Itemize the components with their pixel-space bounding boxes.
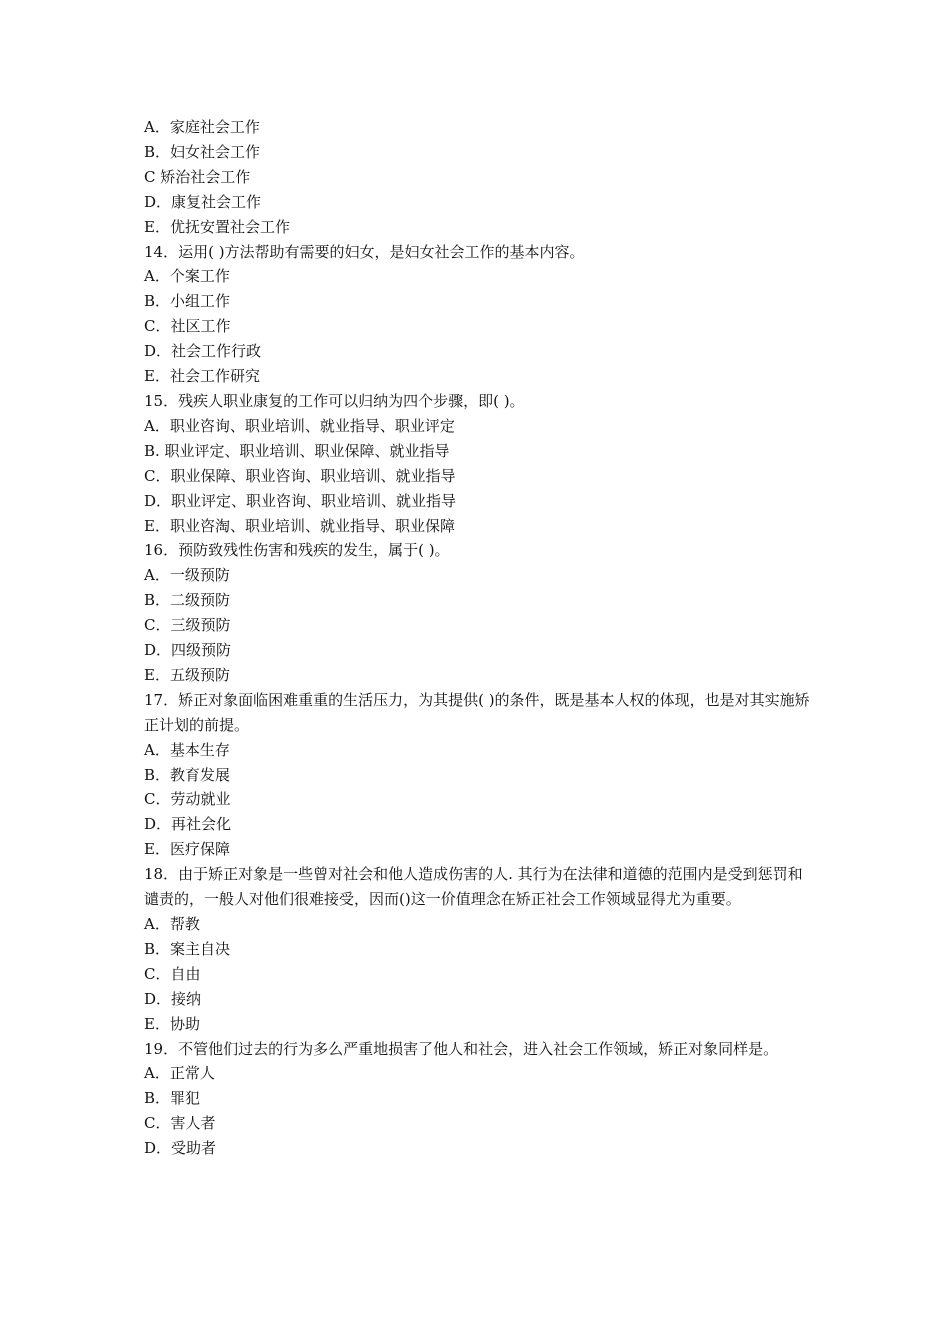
answer-option: E．医疗保障 bbox=[144, 840, 230, 859]
answer-option: C 矫治社会工作 bbox=[144, 167, 251, 186]
answer-option: B. 职业评定、职业培训、职业保障、就业指导 bbox=[144, 441, 450, 460]
answer-option: B．妇女社会工作 bbox=[144, 142, 261, 161]
answer-option: C．劳动就业 bbox=[144, 790, 231, 809]
answer-option: A．家庭社会工作 bbox=[144, 118, 260, 136]
answer-option: A．一级预防 bbox=[144, 566, 230, 585]
answer-option: A．职业咨询、职业培训、就业指导、职业评定 bbox=[144, 416, 455, 435]
answer-option: C．自由 bbox=[144, 964, 201, 983]
answer-option: D．受助者 bbox=[144, 1139, 217, 1158]
answer-option: A．帮教 bbox=[144, 915, 200, 933]
question-text: 14．运用( )方法帮助有需要的妇女，是妇女社会工作的基本内容。 bbox=[144, 242, 585, 261]
question-text: 15．残疾人职业康复的工作可以归纳为四个步骤，即( )。 bbox=[144, 391, 525, 410]
answer-option: B．罪犯 bbox=[144, 1089, 201, 1108]
answer-option: E．社会工作研究 bbox=[144, 367, 260, 386]
answer-option: A．基本生存 bbox=[144, 740, 230, 759]
answer-option: D．社会工作行政 bbox=[144, 342, 262, 361]
answer-option: E．优抚安置社会工作 bbox=[144, 217, 290, 236]
answer-option: C．害人者 bbox=[144, 1114, 216, 1133]
answer-option: E．协助 bbox=[144, 1014, 200, 1033]
question-text: 18．由于矫正对象是一些曾对社会和他人造成伤害的人. 其行为在法律和道德的范围内是受到惩罚和谴责的，一般人对他们很难接受，因而()这一价值理念在矫正社会工作领域显得尤为重要。 bbox=[144, 865, 803, 909]
answer-option: D．四级预防 bbox=[144, 641, 232, 660]
answer-option: C．社区工作 bbox=[144, 317, 231, 336]
question-text: 17．矫正对象面临困难重重的生活压力，为其提供( )的条件，既是基本人权的体现，也是对其实施矫正计划的前提。 bbox=[144, 690, 810, 734]
answer-option: A．个案工作 bbox=[144, 267, 230, 286]
answer-option: D．接纳 bbox=[144, 989, 202, 1008]
answer-option: D．再社会化 bbox=[144, 815, 232, 834]
answer-option: B．案主自决 bbox=[144, 939, 231, 958]
answer-option: A．正常人 bbox=[144, 1064, 215, 1083]
question-text: 16．预防致残性伤害和残疾的发生，属于( )。 bbox=[144, 541, 450, 560]
answer-option: E．五级预防 bbox=[144, 665, 230, 684]
question-text: 19．不管他们过去的行为多么严重地损害了他人和社会，进入社会工作领域，矫正对象同样是。 bbox=[144, 1039, 779, 1058]
answer-option: D．康复社会工作 bbox=[144, 192, 262, 211]
answer-option: C．三级预防 bbox=[144, 616, 231, 635]
answer-option: B．教育发展 bbox=[144, 765, 231, 784]
answer-option: B．小组工作 bbox=[144, 292, 231, 311]
answer-option: D．职业评定、职业咨询、职业培训、就业指导 bbox=[144, 491, 457, 510]
answer-option: B．二级预防 bbox=[144, 591, 231, 610]
document-page bbox=[144, 115, 810, 1161]
answer-option: E．职业咨淘、职业培训、就业指导、职业保障 bbox=[144, 516, 455, 535]
answer-option: C．职业保障、职业咨询、职业培训、就业指导 bbox=[144, 466, 456, 485]
